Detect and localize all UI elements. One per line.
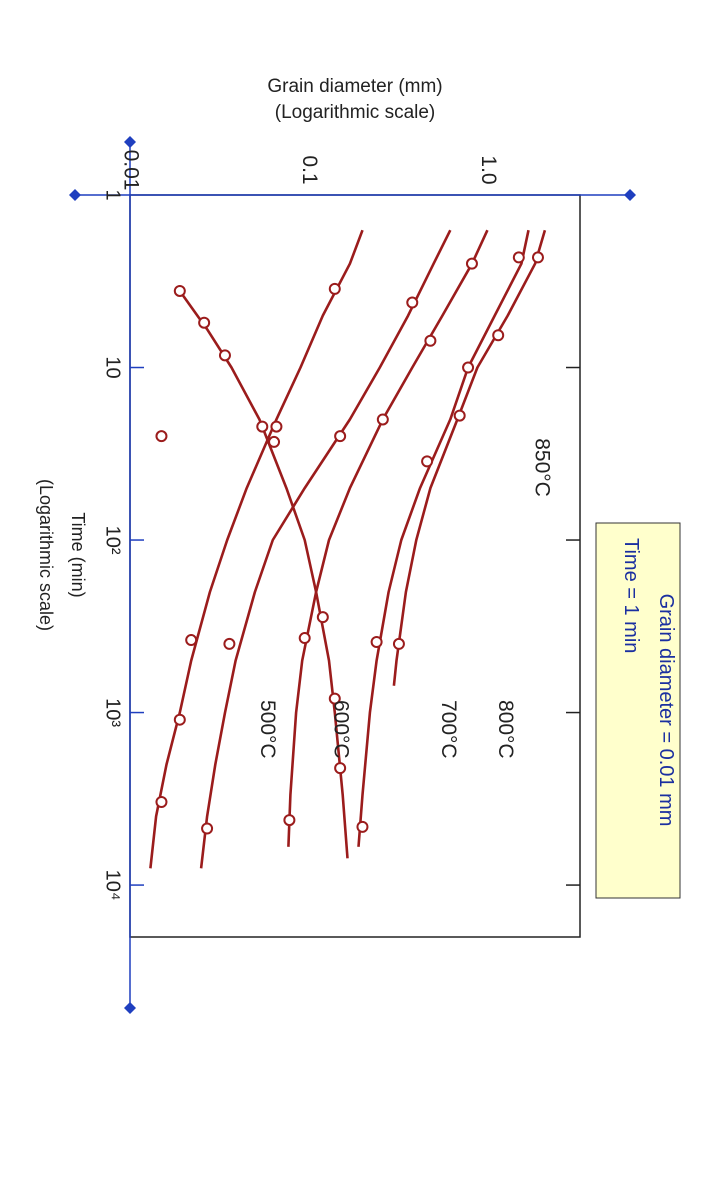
data-point bbox=[455, 411, 465, 421]
data-point bbox=[407, 298, 417, 308]
x-tick-label: 10 bbox=[101, 356, 124, 379]
data-point bbox=[467, 259, 477, 269]
data-point bbox=[224, 639, 234, 649]
data-point bbox=[533, 252, 543, 262]
data-point bbox=[271, 422, 281, 432]
annotation-box bbox=[596, 523, 680, 898]
data-point bbox=[175, 286, 185, 296]
data-point bbox=[318, 612, 328, 622]
data-point bbox=[199, 318, 209, 328]
y-tick-label: 0.1 bbox=[298, 155, 322, 185]
data-point bbox=[493, 330, 503, 340]
data-point bbox=[202, 823, 212, 833]
series-label: 500°C bbox=[255, 699, 279, 759]
series-label: 850°C bbox=[530, 438, 554, 497]
data-point bbox=[284, 815, 294, 825]
series-label: 800°C bbox=[494, 699, 518, 759]
series-label: 700°C bbox=[437, 699, 461, 759]
series-label: 600°C bbox=[329, 699, 353, 759]
data-point bbox=[425, 336, 435, 346]
data-point bbox=[186, 635, 196, 645]
annotation-line1: Grain diameter = 0.01 mm bbox=[655, 593, 677, 827]
data-point bbox=[463, 363, 473, 373]
data-point bbox=[378, 414, 388, 424]
data-point bbox=[269, 437, 279, 447]
outlier-point bbox=[335, 431, 345, 441]
data-point bbox=[300, 633, 310, 643]
x-tick-label: 1 bbox=[101, 189, 124, 201]
data-point bbox=[330, 284, 340, 294]
data-point bbox=[156, 797, 166, 807]
data-point bbox=[394, 639, 404, 649]
x-tick-label: 10³ bbox=[101, 698, 124, 728]
data-point bbox=[514, 252, 524, 262]
x-axis-note: (Logarithmic scale) bbox=[36, 478, 56, 632]
data-point bbox=[220, 350, 230, 360]
x-tick-label: 10⁴ bbox=[101, 869, 124, 901]
data-point bbox=[422, 456, 432, 466]
annotation-line2: Time = 1 min bbox=[620, 538, 642, 654]
y-axis-title: Grain diameter (mm) bbox=[267, 76, 443, 97]
y-axis-note: (Logarithmic scale) bbox=[274, 102, 436, 123]
y-tick-label: 0.01 bbox=[119, 149, 143, 191]
data-point bbox=[257, 422, 267, 432]
x-tick-label: 10² bbox=[101, 525, 124, 555]
outlier-point bbox=[156, 431, 166, 441]
y-tick-label: 1.0 bbox=[476, 155, 500, 185]
data-point bbox=[175, 715, 185, 725]
data-point bbox=[335, 763, 345, 773]
data-point bbox=[372, 637, 382, 647]
x-axis-title: Time (min) bbox=[68, 512, 88, 598]
data-point bbox=[357, 822, 367, 832]
